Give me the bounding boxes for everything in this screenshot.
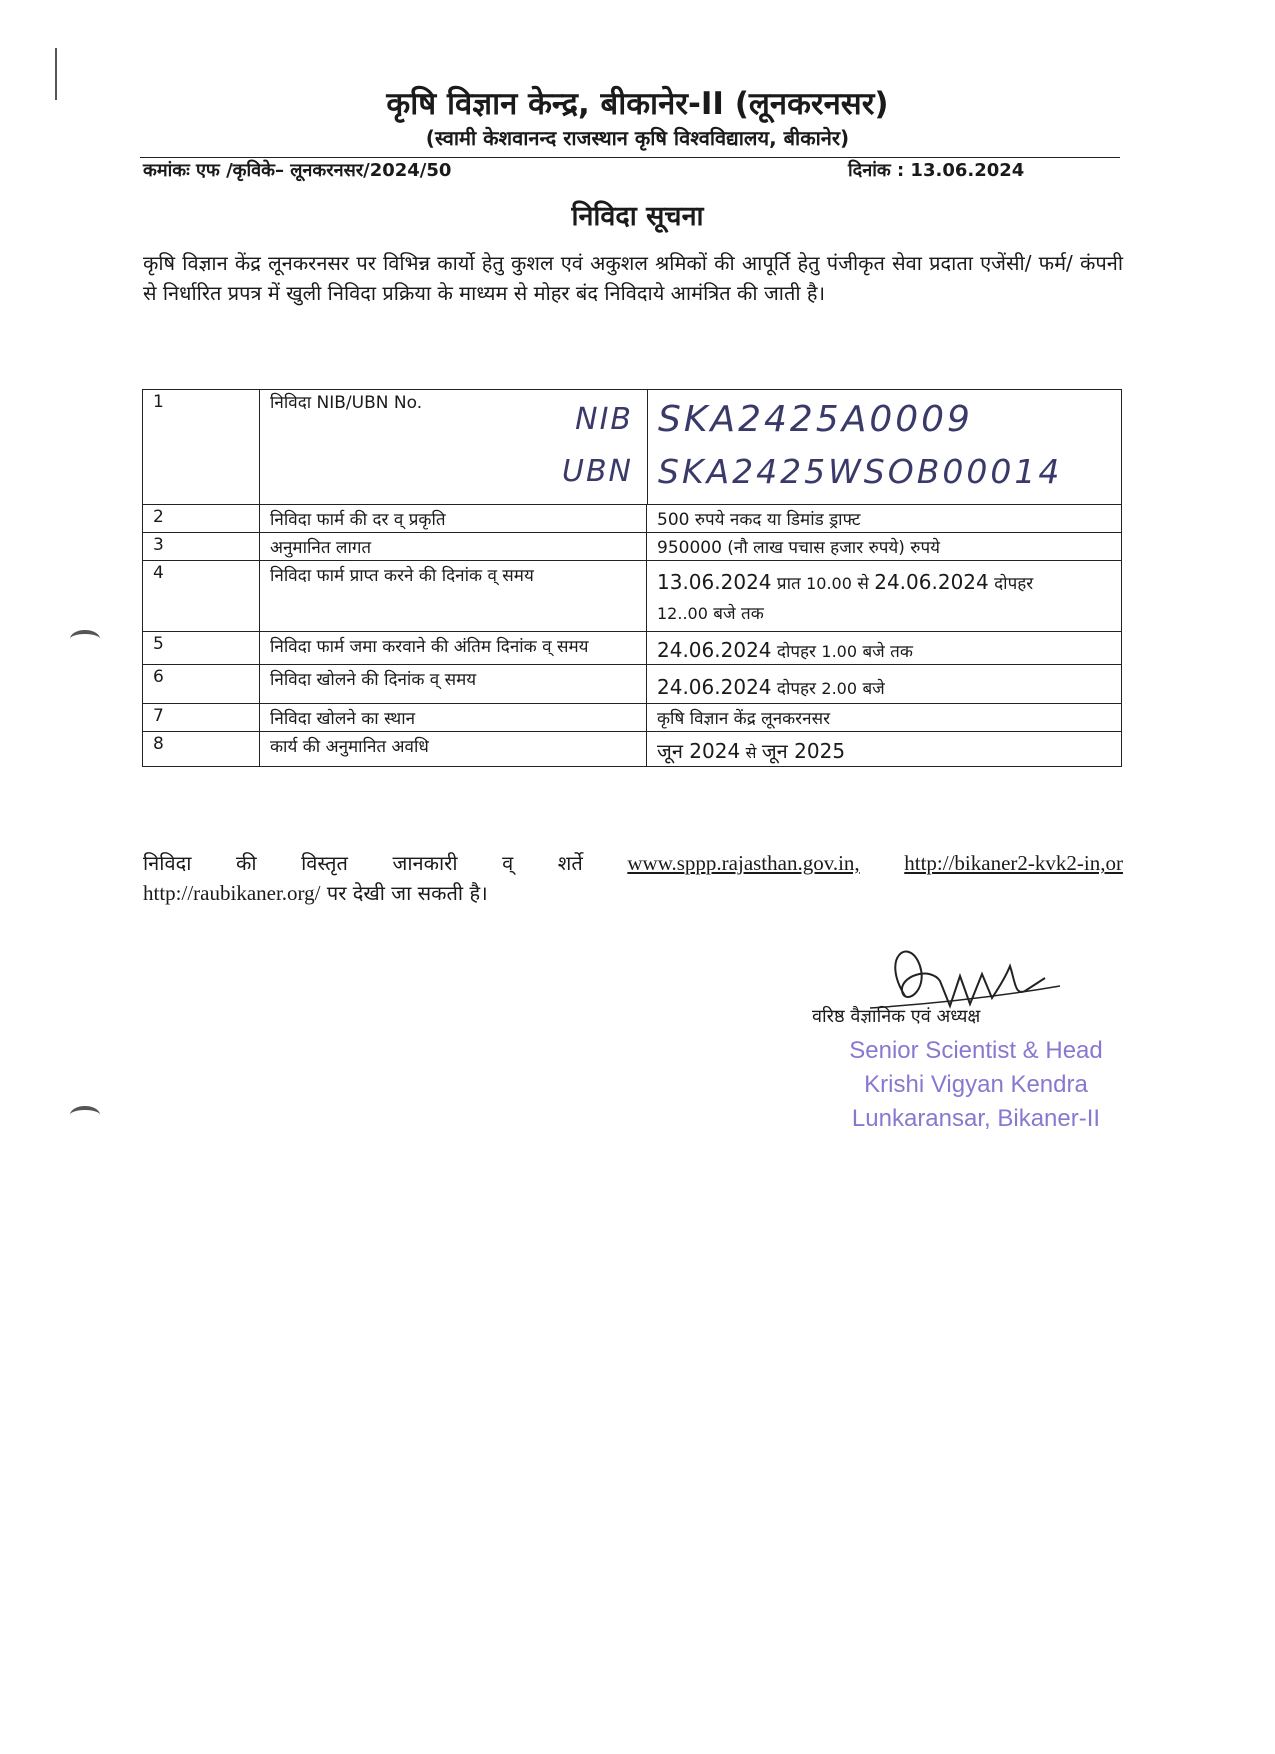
nib-ubn-cell: [260, 390, 1122, 505]
ubn-number: SKA2425WSOB00014: [658, 452, 1063, 491]
raubikaner-link[interactable]: http://raubikaner.org/: [143, 881, 321, 905]
kvk-link[interactable]: http://bikaner2-kvk2-in,or: [904, 851, 1123, 875]
nib-number: SKA2425A0009: [658, 399, 973, 440]
tender-details-table: [142, 389, 1122, 767]
official-stamp: Senior Scientist & Head Krishi Vigyan Kendra Lunkaransar, Bikaner-II: [849, 1037, 1103, 1132]
table-row: [143, 505, 1122, 533]
row-value: 950000 (नौ लाख पचास हजार रुपये) रुपये: [647, 533, 1122, 561]
nib-label: NIB: [575, 402, 633, 437]
row-label: निविदा फार्म जमा करवाने की अंतिम दिनांक व् समय: [260, 632, 647, 665]
row-label: अनुमानित लागत: [260, 533, 647, 561]
table-row: [143, 390, 1122, 505]
details-footer: निविदा की विस्तृत जानकारी व् शर्ते www.sppp.rajasthan.gov.in, http://bikaner2-kvk2-in,or http://raubikaner.org/ पर देखी जा सकती है।: [143, 848, 1123, 908]
row-number: 1: [143, 390, 260, 505]
row-value: 24.06.2024 दोपहर 1.00 बजे तक: [647, 632, 1122, 665]
table-row: [143, 533, 1122, 561]
table-row: [143, 704, 1122, 732]
organization-subtitle: (स्वामी केशवानन्द राजस्थान कृषि विश्वविद्यालय, बीकानेर): [425, 126, 850, 150]
row-value: कृषि विज्ञान केंद्र लूनकरनसर: [647, 704, 1122, 732]
sppp-link[interactable]: www.sppp.rajasthan.gov.in,: [627, 851, 860, 875]
table-row: [143, 561, 1122, 632]
row-number: 7: [143, 704, 260, 732]
notice-date: दिनांक : 13.06.2024: [848, 160, 1025, 181]
row-value: 24.06.2024 दोपहर 2.00 बजे: [647, 665, 1122, 704]
row-label: निविदा NIB/UBN No.: [270, 393, 423, 413]
row-number: 2: [143, 505, 260, 533]
punch-hole-icon: [70, 1106, 100, 1124]
punch-hole-icon: [70, 630, 100, 648]
signatory-designation: वरिष्ठ वैज्ञानिक एवं अध्यक्ष: [812, 1006, 981, 1027]
footer-tail: पर देखी जा सकती है।: [326, 881, 488, 905]
row-label: निविदा फार्म प्राप्त करने की दिनांक व् समय: [260, 561, 647, 632]
intro-paragraph: कृषि विज्ञान केंद्र लूनकरनसर पर विभिन्न कार्यो हेतु कुशल एवं अकुशल श्रमिकों की आपूर्ति हेतु पंजीकृत सेवा प्रदाता एजेंसी/ फर्म/ कंपनी से निर्धारित प्रपत्र में खुली निविदा प्रक्रिया के माध्यम से मोहर बंद निविदाये आमंत्रित की जाती है।: [143, 251, 1123, 305]
organization-title: कृषि विज्ञान केन्द्र, बीकानेर-II (लूनकरनसर): [386, 86, 889, 122]
table-row: [143, 732, 1122, 767]
reference-number: कमांकः एफ /कृविके– लूनकरनसर/2024/50: [143, 160, 452, 181]
row-number: 6: [143, 665, 260, 704]
row-number: 5: [143, 632, 260, 665]
ubn-label: UBN: [562, 454, 633, 489]
row-label: निविदा फार्म की दर व् प्रकृति: [260, 505, 647, 533]
table-row: [143, 665, 1122, 704]
row-value: 13.06.2024 प्रात 10.00 से 24.06.2024 दोपहर 12..00 बजे तक: [647, 561, 1122, 632]
row-value: जून 2024 से जून 2025: [647, 732, 1122, 767]
table-row: [143, 632, 1122, 665]
row-value: 500 रुपये नकद या डिमांड ड्राफ्ट: [647, 505, 1122, 533]
row-number: 8: [143, 732, 260, 767]
row-label: निविदा खोलने का स्थान: [260, 704, 647, 732]
row-label: निविदा खोलने की दिनांक व् समय: [260, 665, 647, 704]
row-label: कार्य की अनुमानित अवधि: [260, 732, 647, 767]
row-number: 3: [143, 533, 260, 561]
notice-title: निविदा सूचना: [571, 201, 704, 232]
row-number: 4: [143, 561, 260, 632]
